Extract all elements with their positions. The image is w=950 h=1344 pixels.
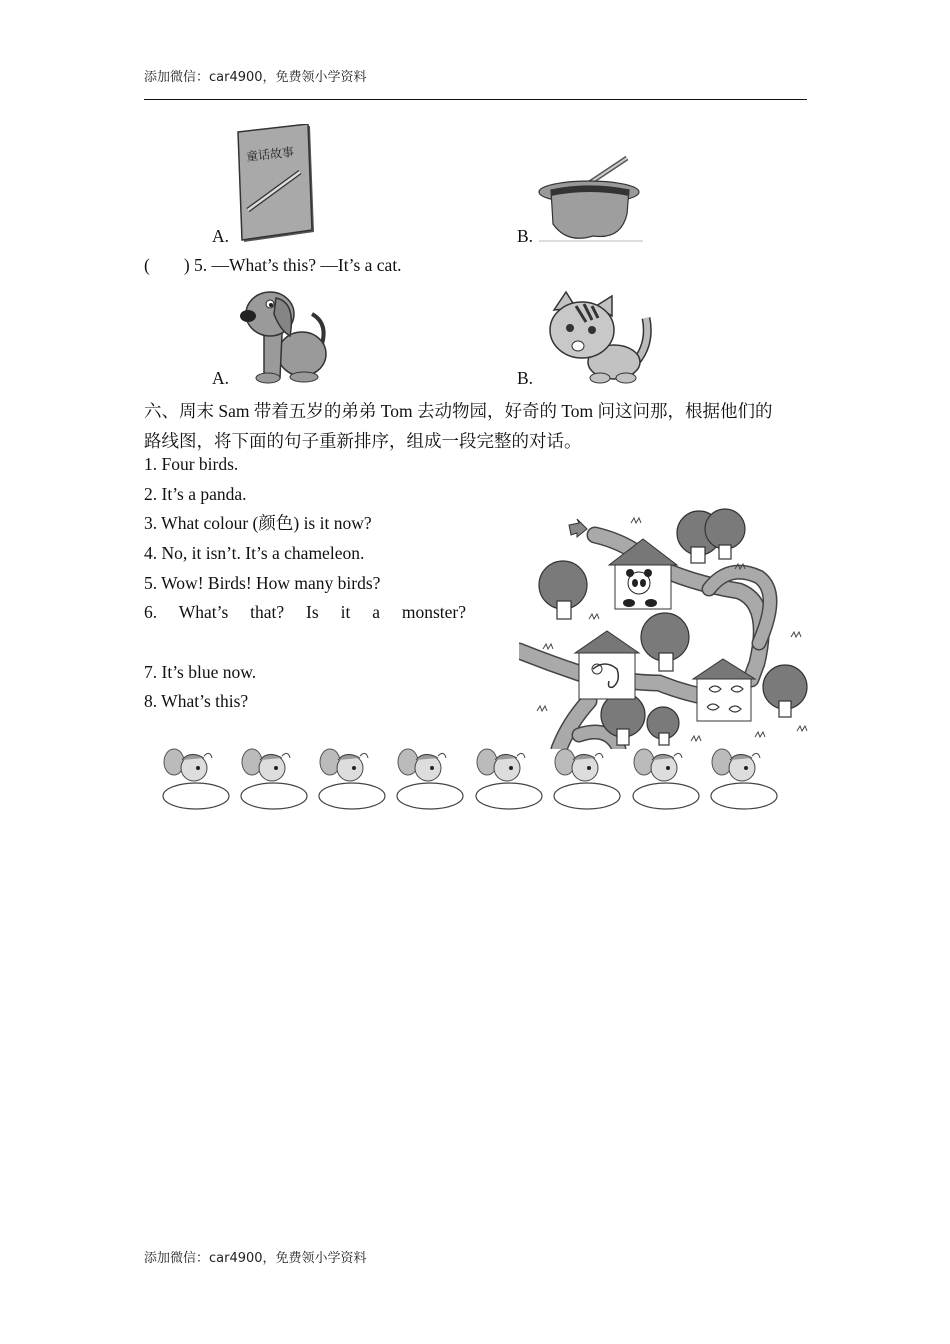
- sentence-1: 1. Four birds.: [144, 454, 239, 474]
- answer-slot-3[interactable]: [316, 746, 386, 812]
- fairy-icon: [394, 746, 464, 812]
- fairy-icon: [160, 746, 230, 812]
- q5-answer-bracket-open[interactable]: (: [144, 255, 150, 275]
- sentence-6: 6. What’s that? Is it a monster?: [144, 602, 466, 622]
- answer-slot-7[interactable]: [630, 746, 700, 812]
- zoo-route-map: [519, 503, 813, 749]
- answer-slot-1[interactable]: [160, 746, 230, 812]
- q4-option-b-label: B.: [517, 226, 534, 246]
- answer-slot-4[interactable]: [394, 746, 464, 812]
- cat-icon: [540, 288, 658, 386]
- answer-slot-8[interactable]: [708, 746, 778, 812]
- birds-house: [693, 659, 755, 721]
- sentence-7: 7. It’s blue now.: [144, 662, 257, 682]
- sentence-5: 5. Wow! Birds! How many birds?: [144, 573, 381, 593]
- q5-question: [144, 254, 402, 276]
- fairy-icon: [238, 746, 308, 812]
- sentence-3: 3. What colour (颜色) is it now?: [144, 513, 372, 533]
- header-divider: [144, 99, 807, 100]
- answer-slot-6[interactable]: [551, 746, 621, 812]
- storybook-with-pencil-icon: [234, 124, 316, 244]
- fairy-icon: [473, 746, 543, 812]
- sentence-4: 4. No, it isn’t. It’s a chameleon.: [144, 543, 365, 563]
- q4-option-a-label: A.: [212, 226, 230, 246]
- q5-option-b-label: B.: [517, 368, 534, 388]
- page-footer: 添加微信：car4900，免费领小学资料: [144, 1251, 367, 1266]
- book-title: 童话故事: [245, 144, 295, 164]
- answer-slot-5[interactable]: [473, 746, 543, 812]
- q5-option-a-label: A.: [212, 368, 230, 388]
- section6-instruction: [144, 396, 808, 456]
- fairy-icon: [630, 746, 700, 812]
- answer-slots: [160, 746, 780, 816]
- fairy-icon: [551, 746, 621, 812]
- answer-slot-2[interactable]: [238, 746, 308, 812]
- instruction-line-2: 路线图，将下面的句子重新排序，组成一段完整的对话。: [144, 431, 582, 451]
- dog-icon: [234, 284, 336, 384]
- fairy-icon: [316, 746, 386, 812]
- fairy-icon: [708, 746, 778, 812]
- chameleon-house: [575, 631, 639, 699]
- instruction-line-1: 六、周末 Sam 带着五岁的弟弟 Tom 去动物园，好奇的 Tom 问这问那，根据他们的: [144, 401, 773, 421]
- page-header: 添加微信：car4900，免费领小学资料: [144, 70, 367, 85]
- hat-with-pencil-icon: [537, 154, 643, 244]
- sentence-2: 2. It’s a panda.: [144, 484, 247, 504]
- sentence-8: 8. What’s this?: [144, 691, 249, 711]
- q5-answer-bracket-close[interactable]: ): [183, 255, 190, 275]
- q5-text: 5. —What’s this? —It’s a cat.: [194, 255, 402, 275]
